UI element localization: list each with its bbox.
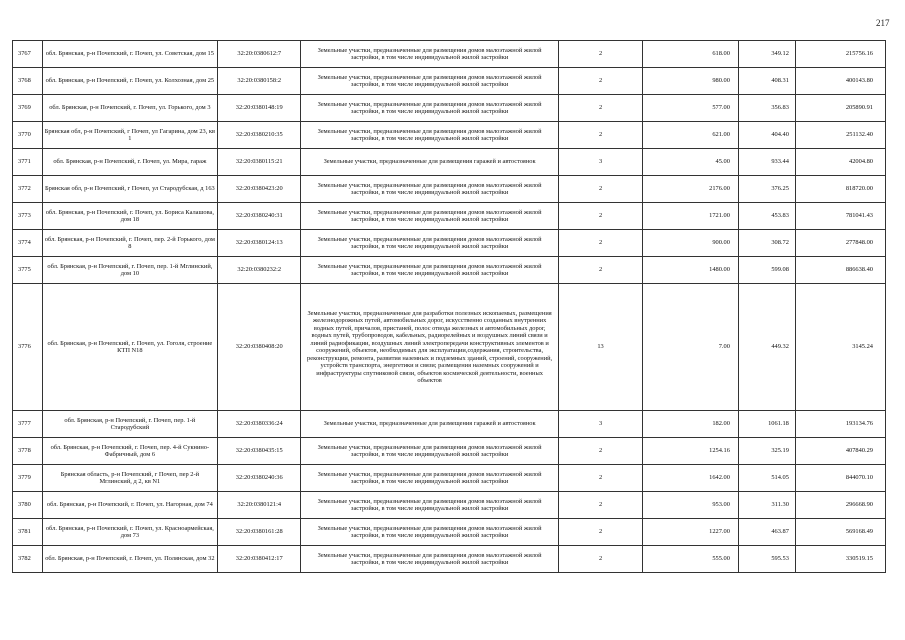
category-cell: 2: [558, 203, 642, 230]
permitted-use-cell: Земельные участки, предназначенные для размещения домов малоэтажной жилой застройки, в том числе индивидуальной жилой застройки: [301, 519, 559, 546]
area-cell: 182.00: [643, 411, 739, 438]
address-cell: обл. Брянская, р-н Почепский, г. Почеп, ул. Полянская, дом 32: [42, 546, 218, 573]
area-cell: 1254.16: [643, 438, 739, 465]
row-number: 3773: [13, 203, 43, 230]
cadastral-number-cell: 32:20:0380240:36: [218, 465, 301, 492]
row-number: 3769: [13, 95, 43, 122]
specific-value-cell: 514.05: [738, 465, 795, 492]
table-row: [13, 411, 886, 438]
cadastral-value-cell: 330519.15: [795, 546, 885, 573]
row-number: 3782: [13, 546, 43, 573]
table-row: [13, 203, 886, 230]
category-cell: 2: [558, 546, 642, 573]
table-row: [13, 122, 886, 149]
address-cell: обл. Брянская, р-н Почепский, г. Почеп, пер. 1-й Мглинский, дом 10: [42, 257, 218, 284]
category-cell: 2: [558, 438, 642, 465]
permitted-use-cell: Земельные участки, предназначенные для размещения домов малоэтажной жилой застройки, в том числе индивидуальной жилой застройки: [301, 176, 559, 203]
area-cell: 577.00: [643, 95, 739, 122]
row-number: 3767: [13, 41, 43, 68]
table-body: [13, 41, 886, 573]
specific-value-cell: 449.32: [738, 284, 795, 411]
address-cell: обл. Брянская, р-н Почепский, г. Почеп, ул. Колхозная, дом 25: [42, 68, 218, 95]
row-number: 3777: [13, 411, 43, 438]
cadastral-number-cell: 32:20:0380232:2: [218, 257, 301, 284]
address-cell: Брянская обл, р-н Почепский, г Почеп, ул Гагарина, дом 23, кв 1: [42, 122, 218, 149]
specific-value-cell: 325.19: [738, 438, 795, 465]
permitted-use-cell: Земельные участки, предназначенные для размещения домов малоэтажной жилой застройки, в том числе индивидуальной жилой застройки: [301, 230, 559, 257]
permitted-use-cell: Земельные участки, предназначенные для размещения домов малоэтажной жилой застройки, в том числе индивидуальной жилой застройки: [301, 257, 559, 284]
specific-value-cell: 356.83: [738, 95, 795, 122]
address-cell: обл. Брянская, р-н Почепский, г. Почеп, ул. Мира, гараж: [42, 149, 218, 176]
address-cell: обл. Брянская, р-н Почепский, г. Почеп, пер. 1-й Стародубский: [42, 411, 218, 438]
category-cell: 2: [558, 257, 642, 284]
table-row: [13, 546, 886, 573]
specific-value-cell: 599.08: [738, 257, 795, 284]
cadastral-value-cell: 781041.43: [795, 203, 885, 230]
cadastral-number-cell: 32:20:0380121:4: [218, 492, 301, 519]
table-row: [13, 284, 886, 411]
specific-value-cell: 453.83: [738, 203, 795, 230]
category-cell: 2: [558, 230, 642, 257]
cadastral-value-cell: 205890.91: [795, 95, 885, 122]
cadastral-value-cell: 407840.29: [795, 438, 885, 465]
table-row: [13, 257, 886, 284]
permitted-use-cell: Земельные участки, предназначенные для размещения домов малоэтажной жилой застройки, в том числе индивидуальной жилой застройки: [301, 465, 559, 492]
area-cell: 555.00: [643, 546, 739, 573]
area-cell: 1721.00: [643, 203, 739, 230]
row-number: 3780: [13, 492, 43, 519]
specific-value-cell: 404.40: [738, 122, 795, 149]
cadastral-number-cell: 32:20:0380158:2: [218, 68, 301, 95]
table-row: [13, 492, 886, 519]
category-cell: 2: [558, 68, 642, 95]
row-number: 3768: [13, 68, 43, 95]
specific-value-cell: 933.44: [738, 149, 795, 176]
permitted-use-cell: Земельные участки, предназначенные для размещения домов малоэтажной жилой застройки, в том числе индивидуальной жилой застройки: [301, 546, 559, 573]
row-number: 3778: [13, 438, 43, 465]
permitted-use-cell: Земельные участки, предназначенные для размещения домов малоэтажной жилой застройки, в том числе индивидуальной жилой застройки: [301, 95, 559, 122]
address-cell: обл. Брянская, р-н Почепский, г. Почеп, ул. Советская, дом 15: [42, 41, 218, 68]
permitted-use-cell: Земельные участки, предназначенные для размещения домов малоэтажной жилой застройки, в том числе индивидуальной жилой застройки: [301, 122, 559, 149]
permitted-use-cell: Земельные участки, предназначенные для разработки полезных ископаемых, размещения железнодорожных путей, автомобильных дорог, искусственно созданных внутренних водных путей, причалов, пристаней, полос отвода железных и автомобильных дорог, водных путей, трубопроводов, кабельных, радиорелейных и воздушных линий связи и линий радиофикации, воздушных линий электропередачи конструктивных элементов и сооружений, объектов, необходимых для эксплуатации,содержания, строительства, реконструкции, ремонта, развития наземных и подземных зданий, строений, сооружений, устройств транспорта, энергетики и связи; размещения наземных сооружений и инфраструктуры спутниковой связи, объектов космической деятельности, военных объектов: [301, 284, 559, 411]
cadastral-value-cell: 296668.90: [795, 492, 885, 519]
area-cell: 1227.00: [643, 519, 739, 546]
table-row: [13, 68, 886, 95]
address-cell: обл. Брянская, р-н Почепский, г. Почеп, пер. 4-й Сукнино-Фабричный, дом 6: [42, 438, 218, 465]
specific-value-cell: 463.87: [738, 519, 795, 546]
area-cell: 618.00: [643, 41, 739, 68]
specific-value-cell: 595.53: [738, 546, 795, 573]
address-cell: обл. Брянская, р-н Почепский, г. Почеп, ул. Нагорная, дом 74: [42, 492, 218, 519]
cadastral-value-cell: 886638.40: [795, 257, 885, 284]
table-row: [13, 41, 886, 68]
area-cell: 2176.00: [643, 176, 739, 203]
land-plots-table: [12, 40, 886, 573]
area-cell: 45.00: [643, 149, 739, 176]
category-cell: 3: [558, 411, 642, 438]
page-number: 217: [876, 18, 890, 28]
permitted-use-cell: Земельные участки, предназначенные для размещения домов малоэтажной жилой застройки, в том числе индивидуальной жилой застройки: [301, 203, 559, 230]
row-number: 3779: [13, 465, 43, 492]
address-cell: Брянская область, р-н Почепский, г Почеп, пер 2-й Мглинский, д 2, кв N1: [42, 465, 218, 492]
category-cell: 2: [558, 465, 642, 492]
specific-value-cell: 1061.18: [738, 411, 795, 438]
cadastral-number-cell: 32:20:0380408:20: [218, 284, 301, 411]
specific-value-cell: 408.31: [738, 68, 795, 95]
cadastral-number-cell: 32:20:0380423:20: [218, 176, 301, 203]
cadastral-number-cell: 32:20:0380210:35: [218, 122, 301, 149]
permitted-use-cell: Земельные участки, предназначенные для размещения домов малоэтажной жилой застройки, в том числе индивидуальной жилой застройки: [301, 438, 559, 465]
cadastral-number-cell: 32:20:0380115:21: [218, 149, 301, 176]
cadastral-value-cell: 3145.24: [795, 284, 885, 411]
cadastral-number-cell: 32:20:0380124:13: [218, 230, 301, 257]
cadastral-value-cell: 844070.10: [795, 465, 885, 492]
row-number: 3770: [13, 122, 43, 149]
address-cell: обл. Брянская, р-н Почепский, г. Почеп, ул. Гоголя, строение КТП N18: [42, 284, 218, 411]
cadastral-number-cell: 32:20:0380161:28: [218, 519, 301, 546]
address-cell: обл. Брянская, р-н Почепский, г. Почеп, пер. 2-й Горького, дом 8: [42, 230, 218, 257]
category-cell: 2: [558, 41, 642, 68]
specific-value-cell: 349.12: [738, 41, 795, 68]
category-cell: 2: [558, 519, 642, 546]
cadastral-number-cell: 32:20:0380336:24: [218, 411, 301, 438]
cadastral-number-cell: 32:20:0380148:19: [218, 95, 301, 122]
area-cell: 621.00: [643, 122, 739, 149]
address-cell: обл. Брянская, р-н Почепский, г. Почеп, ул. Бориса Калашова, дом 18: [42, 203, 218, 230]
permitted-use-cell: Земельные участки, предназначенные для размещения гаражей и автостоянок: [301, 149, 559, 176]
category-cell: 2: [558, 95, 642, 122]
area-cell: 900.00: [643, 230, 739, 257]
permitted-use-cell: Земельные участки, предназначенные для размещения домов малоэтажной жилой застройки, в том числе индивидуальной жилой застройки: [301, 68, 559, 95]
specific-value-cell: 311.30: [738, 492, 795, 519]
address-cell: обл. Брянская, р-н Почепский, г. Почеп, ул. Горького, дом 3: [42, 95, 218, 122]
specific-value-cell: 376.25: [738, 176, 795, 203]
row-number: 3771: [13, 149, 43, 176]
cadastral-value-cell: 400143.80: [795, 68, 885, 95]
table-row: [13, 519, 886, 546]
row-number: 3774: [13, 230, 43, 257]
cadastral-number-cell: 32:20:0380435:15: [218, 438, 301, 465]
row-number: 3781: [13, 519, 43, 546]
address-cell: обл. Брянская, р-н Почепский, г. Почеп, ул. Красноармейская, дом 73: [42, 519, 218, 546]
category-cell: 2: [558, 122, 642, 149]
cadastral-value-cell: 193134.76: [795, 411, 885, 438]
permitted-use-cell: Земельные участки, предназначенные для размещения домов малоэтажной жилой застройки, в том числе индивидуальной жилой застройки: [301, 41, 559, 68]
cadastral-value-cell: 277848.00: [795, 230, 885, 257]
row-number: 3776: [13, 284, 43, 411]
cadastral-value-cell: 42004.80: [795, 149, 885, 176]
cadastral-number-cell: 32:20:0380412:17: [218, 546, 301, 573]
area-cell: 7.00: [643, 284, 739, 411]
table-row: [13, 230, 886, 257]
cadastral-value-cell: 818720.00: [795, 176, 885, 203]
area-cell: 1480.00: [643, 257, 739, 284]
table-row: [13, 176, 886, 203]
area-cell: 953.00: [643, 492, 739, 519]
category-cell: 13: [558, 284, 642, 411]
specific-value-cell: 308.72: [738, 230, 795, 257]
category-cell: 3: [558, 149, 642, 176]
cadastral-value-cell: 215756.16: [795, 41, 885, 68]
category-cell: 2: [558, 176, 642, 203]
cadastral-number-cell: 32:20:0380240:31: [218, 203, 301, 230]
category-cell: 2: [558, 492, 642, 519]
area-cell: 1642.00: [643, 465, 739, 492]
area-cell: 980.00: [643, 68, 739, 95]
cadastral-number-cell: 32:20:0380612:7: [218, 41, 301, 68]
table-row: [13, 465, 886, 492]
table-row: [13, 438, 886, 465]
cadastral-value-cell: 569168.49: [795, 519, 885, 546]
address-cell: Брянская обл, р-н Почепский, г Почеп, ул Стародубская, д 163: [42, 176, 218, 203]
row-number: 3775: [13, 257, 43, 284]
permitted-use-cell: Земельные участки, предназначенные для размещения домов малоэтажной жилой застройки, в том числе индивидуальной жилой застройки: [301, 492, 559, 519]
row-number: 3772: [13, 176, 43, 203]
table-row: [13, 149, 886, 176]
cadastral-value-cell: 251132.40: [795, 122, 885, 149]
permitted-use-cell: Земельные участки, предназначенные для размещения гаражей и автостоянок: [301, 411, 559, 438]
table-row: [13, 95, 886, 122]
